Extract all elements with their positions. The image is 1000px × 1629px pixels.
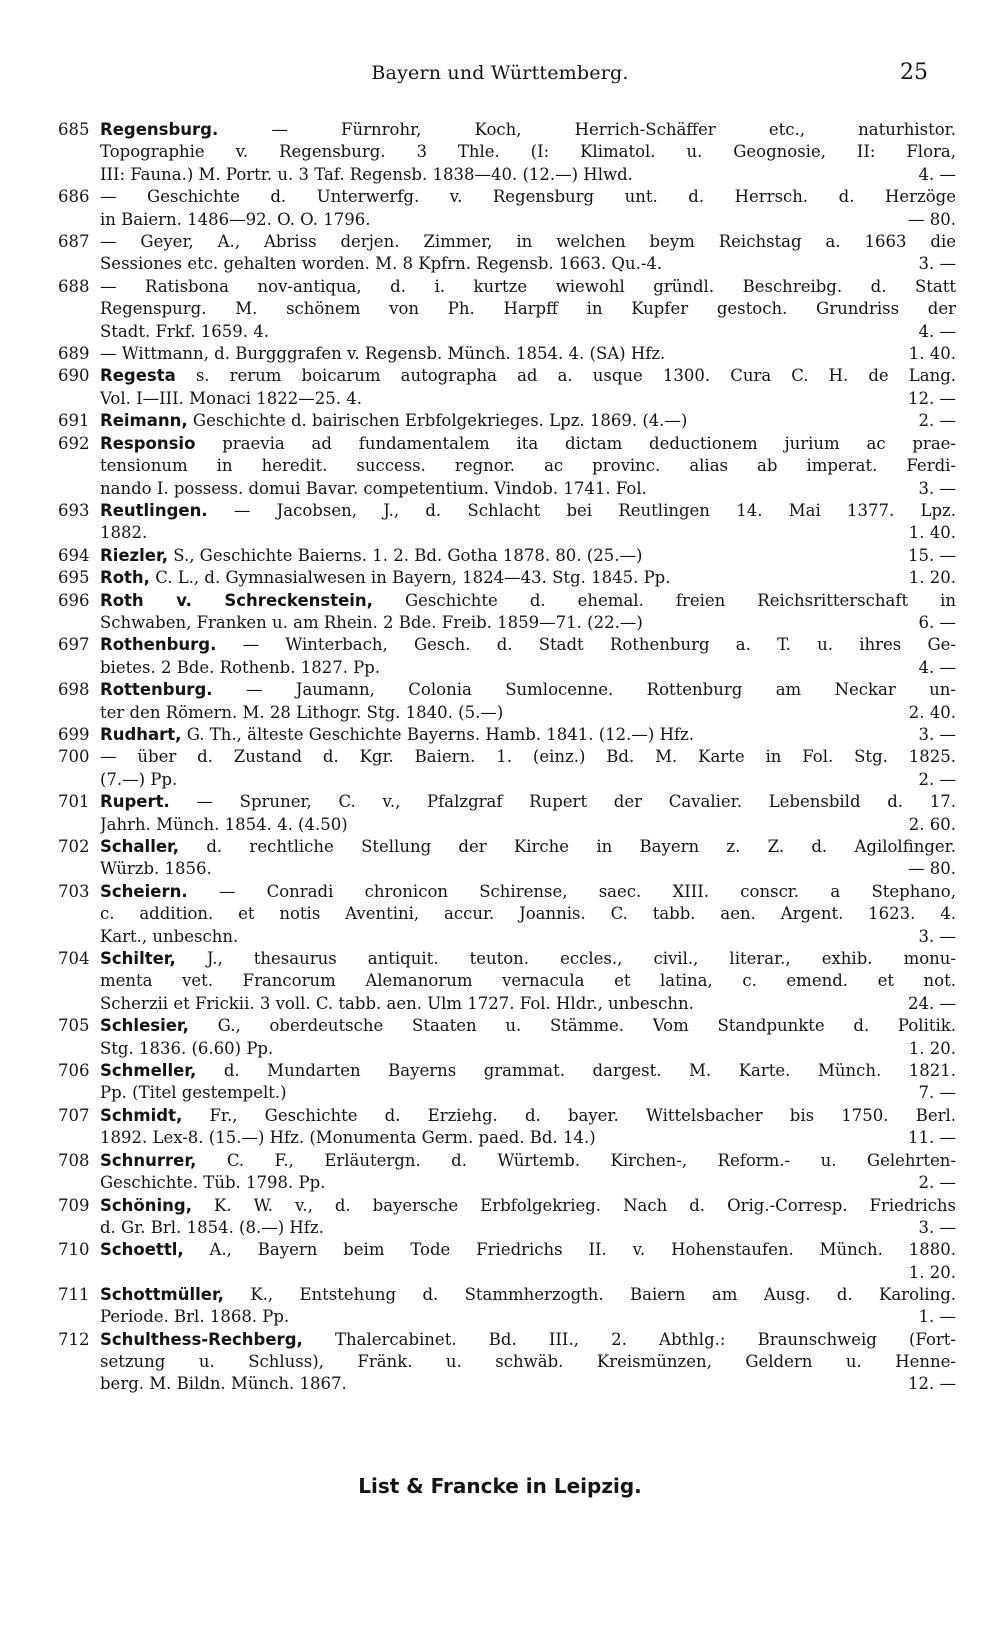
entry-text: berg. M. Bildn. Münch. 1867. [100,1374,347,1394]
entry-text: G. Th., älteste Geschichte Bayerns. Hamb. 1841. (12.—) Hfz. [186,724,695,744]
catalog-entry [58,590,956,635]
catalog-entry [58,1015,956,1060]
catalog-entry [58,410,956,432]
entry-number: 709 [58,1195,90,1215]
entry-number: 696 [58,590,90,610]
entry-line [100,1015,956,1037]
entry-number: 694 [58,545,90,565]
entry-line [100,321,956,343]
entry-text: A., Bayern beim Tode Friedrichs II. v. Hohenstaufen. Münch. 1880. [209,1240,956,1260]
entry-number: 686 [58,187,90,207]
entry-price: 3. — [918,724,956,744]
entry-line [100,926,956,948]
entry-number: 703 [58,881,90,901]
entry-headword: Responsio [100,433,196,453]
entry-text: — Geyer, A., Abriss derjen. Zimmer, in welchen beym Reichstag a. 1663 die [100,232,956,252]
entry-text: setzung u. Schluss), Fränk. u. schwäb. Kreismünzen, Geldern u. Henne- [100,1351,956,1371]
entry-headword: Riezler, [100,545,168,565]
entry-price: 4. — [918,321,956,341]
entry-text: C. F., Erläutergn. d. Würtemb. Kirchen-, Reform.- u. Gelehrten- [226,1150,956,1170]
entry-headword: Schilter, [100,949,176,969]
entry-text: 1882. [100,523,148,543]
entry-line [100,724,956,746]
entry-number: 706 [58,1061,90,1081]
entry-price: 4. — [918,164,956,184]
entry-text: — Conradi chronicon Schirense, saec. XIII. conscr. a Stephano, [218,881,956,901]
entry-text: Fr., Geschichte d. Erziehg. d. bayer. Wittelsbacher bis 1750. Berl. [209,1105,956,1125]
entry-line [100,276,956,298]
entry-line [100,634,956,656]
entry-line [100,814,956,836]
entry-line [100,1195,956,1217]
entry-number: 704 [58,949,90,969]
catalog-entry [58,634,956,679]
entry-line [100,522,956,544]
entry-text: — über d. Zustand d. Kgr. Baiern. 1. (einz.) Bd. M. Karte in Fol. Stg. 1825. [100,747,956,767]
entry-headword: Schöning, [100,1195,192,1215]
catalog-entry [58,186,956,231]
catalog-entry [58,276,956,343]
entry-price: 6. — [918,612,956,632]
catalog-entry [58,746,956,791]
entry-line [100,298,956,320]
catalog-entry [58,881,956,948]
entry-text: — Ratisbona nov-antiqua, d. i. kurtze wiewohl gründl. Beschreibg. d. Statt [100,276,956,296]
entry-price: 1. — [918,1307,956,1327]
entry-line [100,1082,956,1104]
entry-line [100,1351,956,1373]
catalog-entry [58,231,956,276]
entry-text: Geschichte d. bairischen Erbfolgekrieges. Lpz. 1869. (4.—) [192,411,688,431]
entry-line [100,948,956,970]
entry-number: 711 [58,1284,90,1304]
entry-number: 689 [58,344,90,364]
entry-headword: Regesta [100,366,176,386]
entry-text: Jahrh. Münch. 1854. 4. (4.50) [100,814,348,834]
entry-price: 2. — [918,769,956,789]
entry-number: 693 [58,500,90,520]
entry-line [100,1127,956,1149]
entry-text: Vol. I—III. Monaci 1822—25. 4. [100,388,362,408]
entry-line [100,679,956,701]
entry-text: bietes. 2 Bde. Rothenb. 1827. Pp. [100,657,381,677]
entry-headword: Schlesier, [100,1016,189,1036]
entry-line [100,141,956,163]
entry-line [100,231,956,253]
entry-text: d. Gr. Brl. 1854. (8.—) Hfz. [100,1217,324,1237]
entry-line [100,612,956,634]
catalog-entry [58,500,956,545]
entry-text: c. addition. et notis Aventini, accur. Joannis. C. tabb. aen. Argent. 1623. 4. [100,904,956,924]
entry-text: Sessiones etc. gehalten worden. M. 8 Kpfrn. Regensb. 1663. Qu.-4. [100,254,663,274]
entry-headword: Reimann, [100,411,188,431]
catalog-entry [58,433,956,500]
entry-price: 1. 40. [908,523,956,543]
entry-headword: Schmidt, [100,1105,183,1125]
entry-text: Kart., unbeschn. [100,926,239,946]
entry-text: Scherzii et Frickii. 3 voll. C. tabb. aen. Ulm 1727. Fol. Hldr., unbeschn. [100,993,694,1013]
entry-line [100,1172,956,1194]
entry-price: 1. 20. [908,1262,956,1282]
entry-price: — 80. [908,209,956,229]
entry-text: 1892. Lex-8. (15.—) Hfz. (Monumenta Germ. paed. Bd. 14.) [100,1128,596,1148]
publisher-imprint: List & Francke in Leipzig. [358,1474,642,1498]
entry-text: (7.—) Pp. [100,769,178,789]
entry-text: Geschichte d. ehemal. freien Reichsritterschaft in [404,590,956,610]
entry-number: 698 [58,680,90,700]
entry-text: Regenspurg. M. schönem von Ph. Harpff in Kupfer gestoch. Grundriss der [100,299,956,319]
catalog-entry [58,545,956,567]
entry-line [100,455,956,477]
entry-line [100,769,956,791]
entry-number: 687 [58,232,90,252]
entry-headword: Regensburg. [100,120,219,139]
entry-headword: Schnurrer, [100,1150,197,1170]
entry-line [100,1217,956,1239]
entry-text: Thalercabinet. Bd. III., 2. Abthlg.: Braunschweig (Fort- [334,1329,956,1349]
entry-text: J., thesaurus antiquit. teuton. eccles., civil., literar., exhib. monu- [206,949,956,969]
entry-price: 3. — [918,926,956,946]
catalog-entries [58,119,956,1396]
entry-price: 1. 20. [908,568,956,588]
entry-text: nando I. possess. domui Bavar. competentium. Vindob. 1741. Fol. [100,478,647,498]
entry-price: 4. — [918,657,956,677]
entry-text: ter den Römern. M. 28 Lithogr. Stg. 1840. (5.—) [100,702,504,722]
entry-line [100,1284,956,1306]
entry-text: — Geschichte d. Unterwerfg. v. Regensburg unt. d. Herrsch. d. Herzöge [100,187,956,207]
entry-headword: Roth v. Schreckenstein, [100,590,373,610]
running-title: Bayern und Württemberg. [371,62,629,84]
entry-line [100,1262,956,1284]
entry-line [100,1105,956,1127]
entry-line [100,567,956,589]
entry-number: 707 [58,1105,90,1125]
entry-line [100,119,956,141]
entry-price: 12. — [908,388,956,408]
entry-text: — Winterbach, Gesch. d. Stadt Rothenburg a. T. u. ihres Ge- [242,635,956,655]
entry-headword: Rudhart, [100,724,182,744]
entry-line [100,970,956,992]
entry-text: — Fürnrohr, Koch, Herrich-Schäffer etc., naturhistor. [271,120,956,139]
entry-text: s. rerum boicarum autographa ad a. usque 1300. Cura C. H. de Lang. [195,366,956,386]
entry-line [100,881,956,903]
catalog-entry [58,1284,956,1329]
entry-line [100,343,956,365]
entry-line [100,657,956,679]
entry-text: d. rechtliche Stellung der Kirche in Bayern z. Z. d. Agilolfinger. [206,837,956,856]
entry-text: G., oberdeutsche Staaten u. Stämme. Vom Standpunkte d. Politik. [217,1016,956,1036]
entry-line [100,903,956,925]
entry-text: K. W. v., d. bayersche Erbfolgekrieg. Nach d. Orig.-Corresp. Friedrichs [214,1195,956,1215]
entry-line [100,746,956,768]
entry-headword: Roth, [100,568,150,588]
entry-headword: Scheiern. [100,881,188,901]
catalog-entry [58,1329,956,1396]
catalog-entry [58,1060,956,1105]
entry-price: 1. 40. [908,344,956,364]
catalog-entry [58,1195,956,1240]
entry-line [100,186,956,208]
entry-price: — 80. [908,859,956,879]
entry-number: 712 [58,1329,90,1349]
entry-text: tensionum in heredit. success. regnor. ac provinc. alias ab imperat. Ferdi- [100,456,956,476]
entry-number: 691 [58,411,90,431]
entry-line [100,388,956,410]
catalog-entry [58,365,956,410]
entry-text: K., Entstehung d. Stammherzogth. Baiern am Ausg. d. Karoling. [250,1284,956,1304]
entry-text: Stadt. Frkf. 1659. 4. [100,321,270,341]
entry-text: Periode. Brl. 1868. Pp. [100,1307,290,1327]
entry-number: 685 [58,120,90,139]
entry-text: S., Geschichte Baierns. 1. 2. Bd. Gotha 1878. 80. (25.—) [173,545,643,565]
entry-text: Stg. 1836. (6.60) Pp. [100,1038,274,1058]
entry-line [100,1373,956,1395]
entry-number: 702 [58,837,90,856]
entry-number: 690 [58,366,90,386]
entry-text: in Baiern. 1486—92. O. O. 1796. [100,209,371,229]
entry-headword: Rothenburg. [100,635,217,655]
entry-number: 692 [58,433,90,453]
catalog-entry [58,1150,956,1195]
page-header [0,62,1000,92]
entry-line [100,702,956,724]
catalog-entry [58,1105,956,1150]
entry-line [100,858,956,880]
entry-text: Würzb. 1856. [100,859,212,879]
entry-headword: Schaller, [100,837,180,856]
entry-line [100,433,956,455]
entry-number: 697 [58,635,90,655]
entry-line [100,365,956,387]
entry-text: — Jacobsen, J., d. Schlacht bei Reutlingen 14. Mai 1377. Lpz. [233,500,956,520]
entry-number: 710 [58,1240,90,1260]
entry-price: 24. — [908,993,956,1013]
entry-price: 3. — [918,254,956,274]
entry-price: 7. — [918,1083,956,1103]
catalog-entry [58,1239,956,1283]
entry-price: 15. — [908,545,956,565]
entry-headword: Schulthess-Rechberg, [100,1329,303,1349]
entry-line [100,545,956,567]
entry-line [100,1150,956,1172]
entry-price: 2. 40. [908,702,956,722]
entry-line [100,1060,956,1082]
entry-price: 3. — [918,1217,956,1237]
entry-text: — Wittmann, d. Burgggrafen v. Regensb. Münch. 1854. 4. (SA) Hfz. [100,344,666,364]
entry-text: Pp. (Titel gestempelt.) [100,1083,287,1103]
entry-line [100,1329,956,1351]
entry-headword: Schoettl, [100,1240,184,1260]
entry-text: d. Mundarten Bayerns grammat. dargest. M. Karte. Münch. 1821. [223,1061,956,1081]
entry-line [100,1239,956,1261]
entry-line [100,590,956,612]
entry-line [100,410,956,432]
entry-headword: Rupert. [100,792,170,812]
entry-line [100,253,956,275]
entry-headword: Rottenburg. [100,680,213,700]
entry-line [100,209,956,231]
entry-number: 708 [58,1150,90,1170]
catalog-entry [58,948,956,1015]
entry-line [100,836,956,858]
entry-text: C. L., d. Gymnasialwesen in Bayern, 1824—43. Stg. 1845. Pp. [155,568,671,588]
entry-line [100,993,956,1015]
catalog-entry [58,791,956,836]
entry-price: 2. 60. [908,814,956,834]
entry-number: 701 [58,792,90,812]
entry-price: 11. — [908,1128,956,1148]
entry-headword: Schottmüller, [100,1284,224,1304]
entry-price: 1. 20. [908,1038,956,1058]
entry-line [100,1306,956,1328]
entry-text: praevia ad fundamentalem ita dictam deductionem jurium ac prae- [222,433,956,453]
catalog-entry [58,567,956,589]
catalog-entry [58,343,956,365]
entry-number: 699 [58,724,90,744]
catalog-entry [58,724,956,746]
entry-price: 2. — [918,411,956,431]
entry-line [100,478,956,500]
entry-number: 700 [58,747,90,767]
entry-text: — Jaumann, Colonia Sumlocenne. Rottenburg am Neckar un- [245,680,956,700]
catalog-entry [58,679,956,724]
entry-price: 12. — [908,1374,956,1394]
entry-price: 3. — [918,478,956,498]
entry-line [100,1038,956,1060]
catalog-entry [58,119,956,186]
entry-headword: Reutlingen. [100,500,208,520]
entry-text: Topographie v. Regensburg. 3 Thle. (I: Klimatol. u. Geognosie, II: Flora, [100,142,956,162]
page-number: 25 [900,60,928,85]
catalog-entry [58,836,956,881]
entry-number: 705 [58,1016,90,1036]
entry-text: Schwaben, Franken u. am Rhein. 2 Bde. Freib. 1859—71. (22.—) [100,612,643,632]
entry-text: — Spruner, C. v., Pfalzgraf Rupert der Cavalier. Lebensbild d. 17. [196,792,956,812]
entry-text: III: Fauna.) M. Portr. u. 3 Taf. Regensb. 1838—40. (12.—) Hlwd. [100,164,633,184]
entry-price: 2. — [918,1173,956,1193]
entry-line [100,500,956,522]
entry-text: Geschichte. Tüb. 1798. Pp. [100,1173,326,1193]
entry-number: 695 [58,568,90,588]
entry-number: 688 [58,276,90,296]
entry-text: menta vet. Francorum Alemanorum vernacula et latina, c. emend. et not. [100,971,956,991]
entry-line [100,791,956,813]
entry-headword: Schmeller, [100,1061,197,1081]
entry-line [100,164,956,186]
